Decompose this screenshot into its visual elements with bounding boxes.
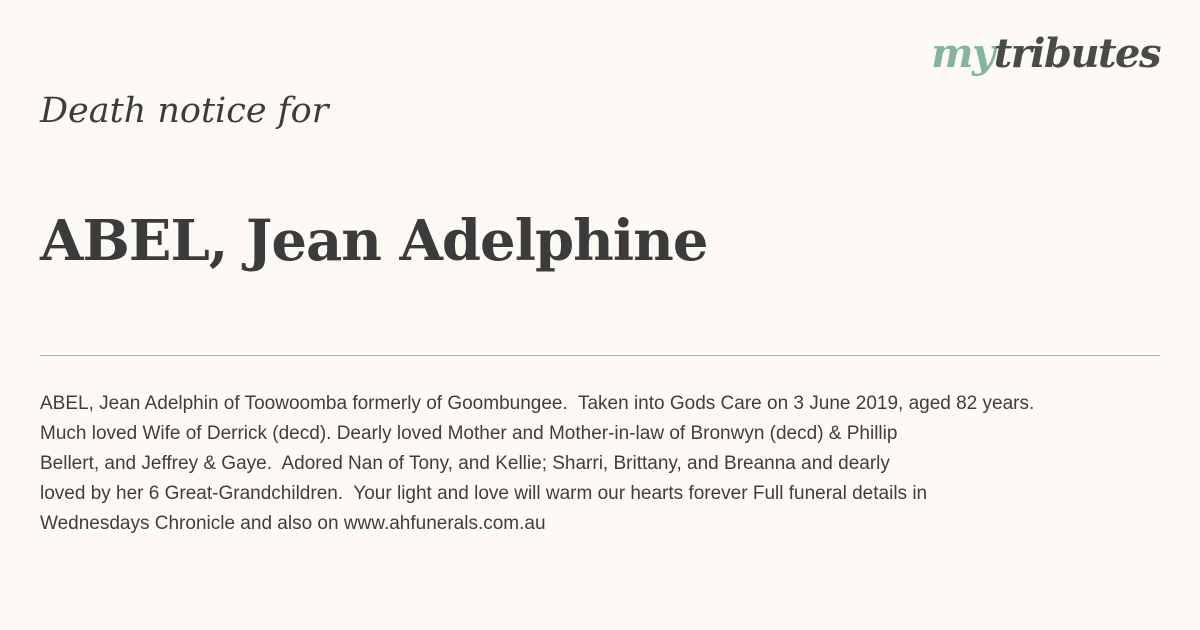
logo-tributes-text: tributes [993,30,1160,77]
deceased-name-heading: ABEL, Jean Adelphine [40,208,708,274]
notice-body-line: loved by her 6 Great-Grandchildren. Your light and love will warm our hearts forever Full funeral details in [40,483,928,504]
logo-my-text: my [931,30,994,77]
section-divider [40,355,1160,356]
notice-body-line: Bellert, and Jeffrey & Gaye. Adored Nan of Tony, and Kellie; Sharri, Brittany, and Breanna and dearly [40,453,890,474]
notice-body-line: ABEL, Jean Adelphin of Toowoomba formerly of Goombungee. Taken into Gods Care on 3 June 2019, aged 82 years. [40,393,1035,414]
notice-body-text [40,389,1190,539]
notice-body-line: Wednesdays Chronicle and also on www.ahfunerals.com.au [40,513,546,534]
notice-body-line: Much loved Wife of Derrick (decd). Dearly loved Mother and Mother-in-law of Bronwyn (decd) & Phillip [40,423,898,444]
mytributes-logo[interactable] [931,30,1160,77]
death-notice-label: Death notice for [40,91,329,131]
